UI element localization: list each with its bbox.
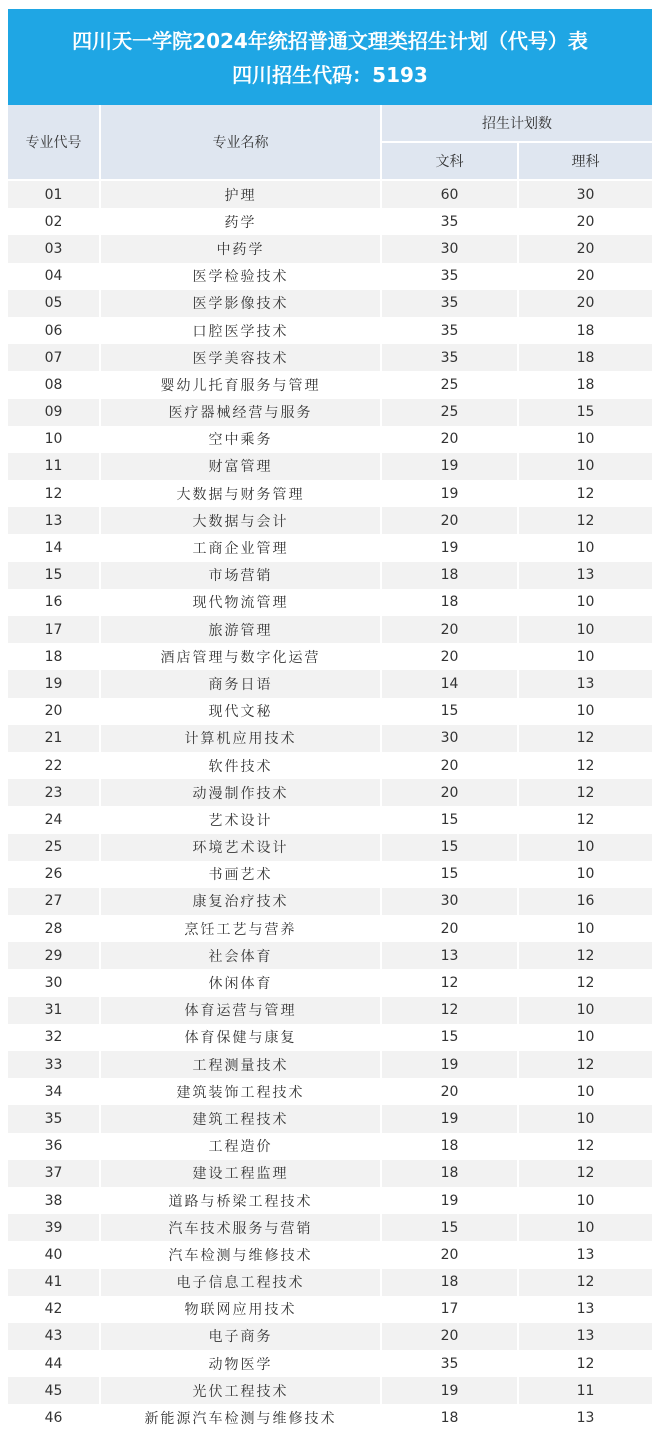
- table-row: [8, 997, 652, 1024]
- table-row: [8, 643, 652, 670]
- arts-count-cell: 18: [382, 1160, 519, 1187]
- table-row: [8, 1105, 652, 1132]
- major-name-cell: 口腔医学技术: [101, 317, 382, 344]
- major-name-cell: 康复治疗技术: [101, 888, 382, 915]
- major-name-cell: 财富管理: [101, 453, 382, 480]
- major-name-cell: 计算机应用技术: [101, 725, 382, 752]
- arts-count-cell: 15: [382, 1214, 519, 1241]
- table-row: [8, 589, 652, 616]
- table-row: [8, 698, 652, 725]
- major-code-cell: 38: [8, 1187, 101, 1214]
- major-code-cell: 22: [8, 752, 101, 779]
- table-row: [8, 534, 652, 561]
- table-row: [8, 752, 652, 779]
- science-count-cell: 16: [519, 888, 652, 915]
- major-name-cell: 医疗器械经营与服务: [101, 399, 382, 426]
- arts-count-cell: 35: [382, 208, 519, 235]
- major-code-cell: 40: [8, 1241, 101, 1268]
- science-count-cell: 10: [519, 997, 652, 1024]
- table-row: [8, 1051, 652, 1078]
- page-title: 四川天一学院2024年统招普通文理类招生计划（代号）表: [72, 29, 588, 53]
- table-row: [8, 1377, 652, 1404]
- science-count-cell: 13: [519, 1296, 652, 1323]
- arts-count-cell: 20: [382, 426, 519, 453]
- major-name-cell: 旅游管理: [101, 616, 382, 643]
- major-code-cell: 07: [8, 344, 101, 371]
- science-count-cell: 13: [519, 562, 652, 589]
- major-code-cell: 39: [8, 1214, 101, 1241]
- table-row: [8, 1078, 652, 1105]
- table-row: [8, 779, 652, 806]
- science-count-cell: 12: [519, 1133, 652, 1160]
- major-code-cell: 18: [8, 643, 101, 670]
- major-code-cell: 28: [8, 915, 101, 942]
- arts-count-cell: 19: [382, 480, 519, 507]
- table-row: [8, 507, 652, 534]
- science-count-cell: 10: [519, 915, 652, 942]
- table-row: [8, 834, 652, 861]
- science-count-cell: 10: [519, 453, 652, 480]
- major-code-cell: 23: [8, 779, 101, 806]
- major-name-cell: 电子商务: [101, 1323, 382, 1350]
- major-code-cell: 36: [8, 1133, 101, 1160]
- major-code-cell: 31: [8, 997, 101, 1024]
- major-code-cell: 01: [8, 181, 101, 208]
- table-row: [8, 670, 652, 697]
- major-name-cell: 中药学: [101, 235, 382, 262]
- major-code-cell: 20: [8, 698, 101, 725]
- arts-count-cell: 18: [382, 1269, 519, 1296]
- major-code-cell: 41: [8, 1269, 101, 1296]
- science-count-cell: 10: [519, 861, 652, 888]
- science-count-cell: 10: [519, 834, 652, 861]
- arts-count-cell: 30: [382, 725, 519, 752]
- science-count-cell: 12: [519, 752, 652, 779]
- arts-count-cell: 15: [382, 806, 519, 833]
- header-science: 理科: [519, 143, 652, 181]
- table-row: [8, 725, 652, 752]
- major-code-cell: 04: [8, 263, 101, 290]
- major-code-cell: 25: [8, 834, 101, 861]
- header-arts: 文科: [382, 143, 519, 181]
- arts-count-cell: 19: [382, 1051, 519, 1078]
- major-code-cell: 46: [8, 1404, 101, 1431]
- science-count-cell: 10: [519, 698, 652, 725]
- arts-count-cell: 12: [382, 997, 519, 1024]
- enrollment-code: 四川招生代码：5193: [232, 63, 428, 87]
- major-name-cell: 动物医学: [101, 1350, 382, 1377]
- arts-count-cell: 20: [382, 915, 519, 942]
- major-name-cell: 医学美容技术: [101, 344, 382, 371]
- major-name-cell: 物联网应用技术: [101, 1296, 382, 1323]
- major-code-cell: 13: [8, 507, 101, 534]
- major-code-cell: 24: [8, 806, 101, 833]
- arts-count-cell: 15: [382, 1024, 519, 1051]
- major-code-cell: 43: [8, 1323, 101, 1350]
- major-name-cell: 护理: [101, 181, 382, 208]
- science-count-cell: 12: [519, 1160, 652, 1187]
- table-row: [8, 181, 652, 208]
- science-count-cell: 20: [519, 263, 652, 290]
- science-count-cell: 12: [519, 969, 652, 996]
- arts-count-cell: 15: [382, 834, 519, 861]
- major-name-cell: 体育保健与康复: [101, 1024, 382, 1051]
- science-count-cell: 10: [519, 616, 652, 643]
- arts-count-cell: 19: [382, 1105, 519, 1132]
- table-body: [8, 181, 652, 1432]
- arts-count-cell: 18: [382, 1133, 519, 1160]
- major-code-cell: 15: [8, 562, 101, 589]
- major-code-cell: 29: [8, 942, 101, 969]
- table-row: [8, 969, 652, 996]
- table-row: [8, 562, 652, 589]
- major-name-cell: 书画艺术: [101, 861, 382, 888]
- table-row: [8, 480, 652, 507]
- science-count-cell: 13: [519, 1323, 652, 1350]
- major-name-cell: 汽车检测与维修技术: [101, 1241, 382, 1268]
- major-code-cell: 45: [8, 1377, 101, 1404]
- arts-count-cell: 20: [382, 779, 519, 806]
- major-name-cell: 环境艺术设计: [101, 834, 382, 861]
- science-count-cell: 10: [519, 589, 652, 616]
- table-row: [8, 1214, 652, 1241]
- arts-count-cell: 19: [382, 534, 519, 561]
- table-row: [8, 453, 652, 480]
- header-major-code: 专业代号: [8, 105, 101, 181]
- header-major-name: 专业名称: [101, 105, 382, 181]
- arts-count-cell: 18: [382, 589, 519, 616]
- major-name-cell: 市场营销: [101, 562, 382, 589]
- arts-count-cell: 20: [382, 1078, 519, 1105]
- major-name-cell: 动漫制作技术: [101, 779, 382, 806]
- arts-count-cell: 15: [382, 861, 519, 888]
- table-row: [8, 1024, 652, 1051]
- major-name-cell: 大数据与会计: [101, 507, 382, 534]
- major-code-cell: 08: [8, 371, 101, 398]
- major-name-cell: 工程测量技术: [101, 1051, 382, 1078]
- major-name-cell: 电子信息工程技术: [101, 1269, 382, 1296]
- science-count-cell: 10: [519, 1024, 652, 1051]
- science-count-cell: 12: [519, 1350, 652, 1377]
- arts-count-cell: 14: [382, 670, 519, 697]
- table-row: [8, 208, 652, 235]
- major-name-cell: 现代物流管理: [101, 589, 382, 616]
- science-count-cell: 10: [519, 1078, 652, 1105]
- title-banner: [8, 9, 652, 105]
- arts-count-cell: 20: [382, 616, 519, 643]
- science-count-cell: 12: [519, 779, 652, 806]
- table-row: [8, 1241, 652, 1268]
- science-count-cell: 30: [519, 181, 652, 208]
- arts-count-cell: 30: [382, 235, 519, 262]
- major-code-cell: 30: [8, 969, 101, 996]
- science-count-cell: 12: [519, 1269, 652, 1296]
- major-name-cell: 道路与桥梁工程技术: [101, 1187, 382, 1214]
- arts-count-cell: 19: [382, 453, 519, 480]
- major-code-cell: 37: [8, 1160, 101, 1187]
- table-row: [8, 888, 652, 915]
- major-name-cell: 酒店管理与数字化运营: [101, 643, 382, 670]
- table-row: [8, 616, 652, 643]
- table-row: [8, 1350, 652, 1377]
- table-row: [8, 1404, 652, 1431]
- science-count-cell: 10: [519, 1187, 652, 1214]
- major-name-cell: 工程造价: [101, 1133, 382, 1160]
- major-code-cell: 10: [8, 426, 101, 453]
- major-name-cell: 软件技术: [101, 752, 382, 779]
- science-count-cell: 12: [519, 1051, 652, 1078]
- arts-count-cell: 60: [382, 181, 519, 208]
- science-count-cell: 20: [519, 290, 652, 317]
- major-name-cell: 新能源汽车检测与维修技术: [101, 1404, 382, 1431]
- major-name-cell: 空中乘务: [101, 426, 382, 453]
- major-name-cell: 建筑工程技术: [101, 1105, 382, 1132]
- major-name-cell: 医学检验技术: [101, 263, 382, 290]
- major-name-cell: 社会体育: [101, 942, 382, 969]
- science-count-cell: 18: [519, 371, 652, 398]
- table-row: [8, 235, 652, 262]
- major-name-cell: 工商企业管理: [101, 534, 382, 561]
- major-code-cell: 11: [8, 453, 101, 480]
- table-row: [8, 371, 652, 398]
- major-code-cell: 16: [8, 589, 101, 616]
- science-count-cell: 12: [519, 806, 652, 833]
- major-name-cell: 婴幼儿托育服务与管理: [101, 371, 382, 398]
- science-count-cell: 10: [519, 426, 652, 453]
- table-row: [8, 399, 652, 426]
- table-row: [8, 1323, 652, 1350]
- science-count-cell: 20: [519, 235, 652, 262]
- arts-count-cell: 25: [382, 371, 519, 398]
- table-row: [8, 1296, 652, 1323]
- major-name-cell: 烹饪工艺与营养: [101, 915, 382, 942]
- major-name-cell: 体育运营与管理: [101, 997, 382, 1024]
- major-name-cell: 大数据与财务管理: [101, 480, 382, 507]
- science-count-cell: 12: [519, 725, 652, 752]
- science-count-cell: 13: [519, 670, 652, 697]
- science-count-cell: 10: [519, 534, 652, 561]
- table-row: [8, 942, 652, 969]
- arts-count-cell: 35: [382, 290, 519, 317]
- major-name-cell: 商务日语: [101, 670, 382, 697]
- major-name-cell: 建设工程监理: [101, 1160, 382, 1187]
- major-code-cell: 42: [8, 1296, 101, 1323]
- table-row: [8, 806, 652, 833]
- arts-count-cell: 20: [382, 1241, 519, 1268]
- arts-count-cell: 18: [382, 562, 519, 589]
- major-name-cell: 光伏工程技术: [101, 1377, 382, 1404]
- major-code-cell: 14: [8, 534, 101, 561]
- enrollment-plan-table: [8, 105, 652, 1432]
- major-name-cell: 艺术设计: [101, 806, 382, 833]
- major-code-cell: 32: [8, 1024, 101, 1051]
- header-enrollment-plan: 招生计划数: [382, 105, 652, 143]
- major-code-cell: 02: [8, 208, 101, 235]
- major-name-cell: 现代文秘: [101, 698, 382, 725]
- major-code-cell: 34: [8, 1078, 101, 1105]
- science-count-cell: 12: [519, 480, 652, 507]
- major-code-cell: 26: [8, 861, 101, 888]
- arts-count-cell: 35: [382, 344, 519, 371]
- arts-count-cell: 17: [382, 1296, 519, 1323]
- arts-count-cell: 35: [382, 263, 519, 290]
- science-count-cell: 13: [519, 1404, 652, 1431]
- table-row: [8, 915, 652, 942]
- table-row: [8, 263, 652, 290]
- table-row: [8, 1269, 652, 1296]
- major-code-cell: 19: [8, 670, 101, 697]
- science-count-cell: 12: [519, 942, 652, 969]
- major-code-cell: 06: [8, 317, 101, 344]
- arts-count-cell: 25: [382, 399, 519, 426]
- table-row: [8, 1160, 652, 1187]
- major-code-cell: 44: [8, 1350, 101, 1377]
- major-code-cell: 21: [8, 725, 101, 752]
- arts-count-cell: 30: [382, 888, 519, 915]
- major-code-cell: 35: [8, 1105, 101, 1132]
- science-count-cell: 12: [519, 507, 652, 534]
- major-code-cell: 03: [8, 235, 101, 262]
- arts-count-cell: 20: [382, 1323, 519, 1350]
- arts-count-cell: 20: [382, 643, 519, 670]
- major-code-cell: 05: [8, 290, 101, 317]
- science-count-cell: 15: [519, 399, 652, 426]
- major-code-cell: 27: [8, 888, 101, 915]
- science-count-cell: 20: [519, 208, 652, 235]
- major-name-cell: 建筑装饰工程技术: [101, 1078, 382, 1105]
- major-name-cell: 医学影像技术: [101, 290, 382, 317]
- major-code-cell: 33: [8, 1051, 101, 1078]
- major-name-cell: 汽车技术服务与营销: [101, 1214, 382, 1241]
- major-name-cell: 药学: [101, 208, 382, 235]
- major-code-cell: 17: [8, 616, 101, 643]
- arts-count-cell: 18: [382, 1404, 519, 1431]
- arts-count-cell: 19: [382, 1377, 519, 1404]
- science-count-cell: 11: [519, 1377, 652, 1404]
- arts-count-cell: 20: [382, 507, 519, 534]
- table-row: [8, 344, 652, 371]
- table-row: [8, 426, 652, 453]
- arts-count-cell: 20: [382, 752, 519, 779]
- science-count-cell: 18: [519, 344, 652, 371]
- major-code-cell: 09: [8, 399, 101, 426]
- table-row: [8, 861, 652, 888]
- arts-count-cell: 19: [382, 1187, 519, 1214]
- science-count-cell: 10: [519, 1214, 652, 1241]
- arts-count-cell: 13: [382, 942, 519, 969]
- arts-count-cell: 35: [382, 1350, 519, 1377]
- arts-count-cell: 15: [382, 698, 519, 725]
- science-count-cell: 18: [519, 317, 652, 344]
- major-code-cell: 12: [8, 480, 101, 507]
- science-count-cell: 10: [519, 643, 652, 670]
- table-row: [8, 317, 652, 344]
- major-name-cell: 休闲体育: [101, 969, 382, 996]
- table-row: [8, 1133, 652, 1160]
- table-row: [8, 290, 652, 317]
- science-count-cell: 13: [519, 1241, 652, 1268]
- science-count-cell: 10: [519, 1105, 652, 1132]
- arts-count-cell: 12: [382, 969, 519, 996]
- table-row: [8, 1187, 652, 1214]
- arts-count-cell: 35: [382, 317, 519, 344]
